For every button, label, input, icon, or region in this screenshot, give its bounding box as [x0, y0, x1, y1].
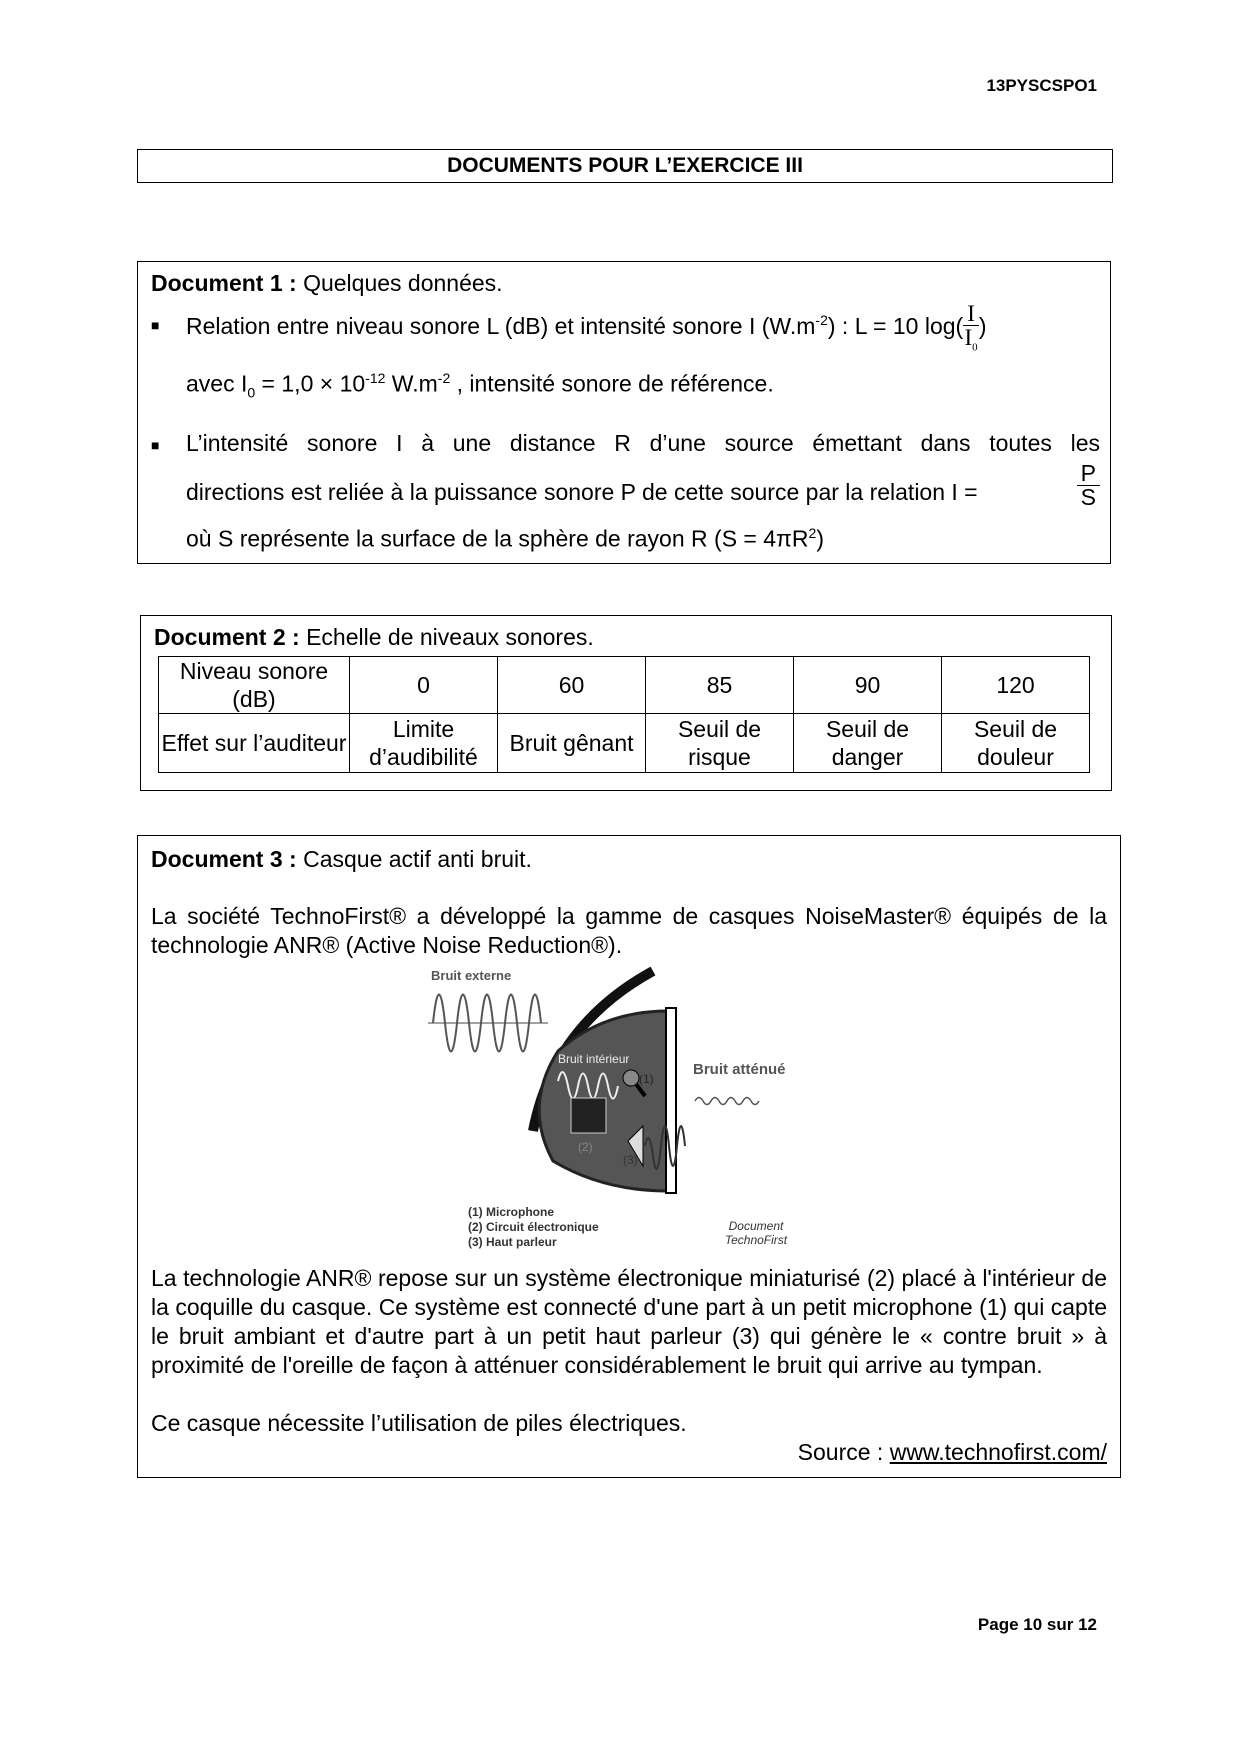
headphone-anr-diagram	[423, 966, 823, 1256]
doc1-bullet2-line3: où S représente la surface de la sphère de rayon R $(S = 4\pi R^2)$	[186, 525, 824, 552]
table-cell: Seuil de risque	[646, 714, 794, 773]
bullet-icon: ■	[151, 437, 160, 453]
legend-item: (2) Circuit électronique	[468, 1220, 599, 1234]
doc3-paragraph: La technologie ANR® repose sur un système électronique miniaturisé (2) placé à l'intérieur de la coquille du casque. Ce système est connecté d'une part à un petit microphone (1) qui capte le bruit ambiant et d'autre part à un petit haut parleur (3) qui génère le « contre bruit » à proximité de l'oreille de façon à atténuer considérablement le bruit qui arrive au tympan.	[151, 1265, 1107, 1378]
marker-1: (1)	[639, 1072, 654, 1086]
doc2-heading: Document 2 : Echelle de niveaux sonores.	[154, 624, 594, 650]
marker-2: (2)	[578, 1140, 593, 1154]
table-cell: 0	[350, 657, 498, 714]
table-cell: Limite d’audibilité	[350, 714, 498, 773]
figure-credit: TechnoFirst	[724, 1233, 788, 1247]
doc3-intro: La société TechnoFirst® a développé la gamme de casques NoiseMaster® équipés de la technologie ANR® (Active Noise Reduction®).	[151, 903, 1107, 958]
table-cell: Niveau sonore (dB)	[159, 657, 350, 714]
doc3-batteries-note: Ce casque nécessite l’utilisation de piles électriques.	[151, 1410, 687, 1436]
label-external-noise: Bruit externe	[431, 968, 512, 983]
doc1-heading: Document 1 : Quelques données.	[151, 270, 503, 296]
table-cell: 60	[498, 657, 646, 714]
sound-level-table	[158, 656, 1090, 773]
table-cell: Seuil de danger	[794, 714, 942, 773]
doc1-bullet2-line1: L’intensité sonore I à une distance R d’une source émettant dans toutes les	[186, 430, 1100, 456]
exam-code: 13PYSCSPO1	[986, 76, 1097, 95]
label-internal-noise: Bruit intérieur	[558, 1052, 630, 1066]
doc3-source: Source : www.technofirst.com/	[797, 1439, 1107, 1465]
table-cell: Seuil de douleur	[942, 714, 1090, 773]
page-number: Page 10 sur 12	[977, 1615, 1097, 1634]
figure-credit: Document	[728, 1219, 784, 1233]
table-cell: 120	[942, 657, 1090, 714]
legend-item: (1) Microphone	[468, 1205, 554, 1219]
table-cell: 85	[646, 657, 794, 714]
fraction-i-i0: $\frac{I}{I_0}$	[964, 301, 978, 354]
marker-3: (3)	[623, 1153, 638, 1167]
bullet-icon: ■	[151, 317, 160, 333]
document-1	[137, 261, 1111, 564]
table-cell: Bruit gênant	[498, 714, 646, 773]
label-attenuated-noise: Bruit atténué	[693, 1061, 786, 1078]
doc1-reference-line: avec $I_0 = 1,0 \times 10^{-12}$ $W.m^{-2}$ , intensité sonore de référence.	[186, 370, 774, 401]
table-row	[159, 657, 1090, 714]
section-title: DOCUMENTS POUR L’EXERCICE III	[137, 149, 1113, 183]
table-cell: Effet sur l’auditeur	[159, 714, 350, 773]
document-2	[140, 615, 1112, 791]
document-3	[137, 835, 1121, 1478]
circuit-icon	[571, 1098, 606, 1133]
doc3-heading: Document 3 : Casque actif anti bruit.	[151, 846, 532, 872]
table-row	[159, 714, 1090, 773]
source-link[interactable]: www.technofirst.com/	[889, 1439, 1107, 1465]
doc1-bullet2-line2: directions est reliée à la puissance sonore P de cette source par la relation I = $\frac{P}{S}$	[186, 462, 1100, 522]
legend-item: (3) Haut parleur	[468, 1235, 557, 1249]
table-cell: 90	[794, 657, 942, 714]
doc1-bullet1: Relation entre niveau sonore L (dB) et intensité sonore I $(W.m^{-2})$ : L = 10 log( $\frac{I}{I_0}$ )	[186, 301, 987, 354]
